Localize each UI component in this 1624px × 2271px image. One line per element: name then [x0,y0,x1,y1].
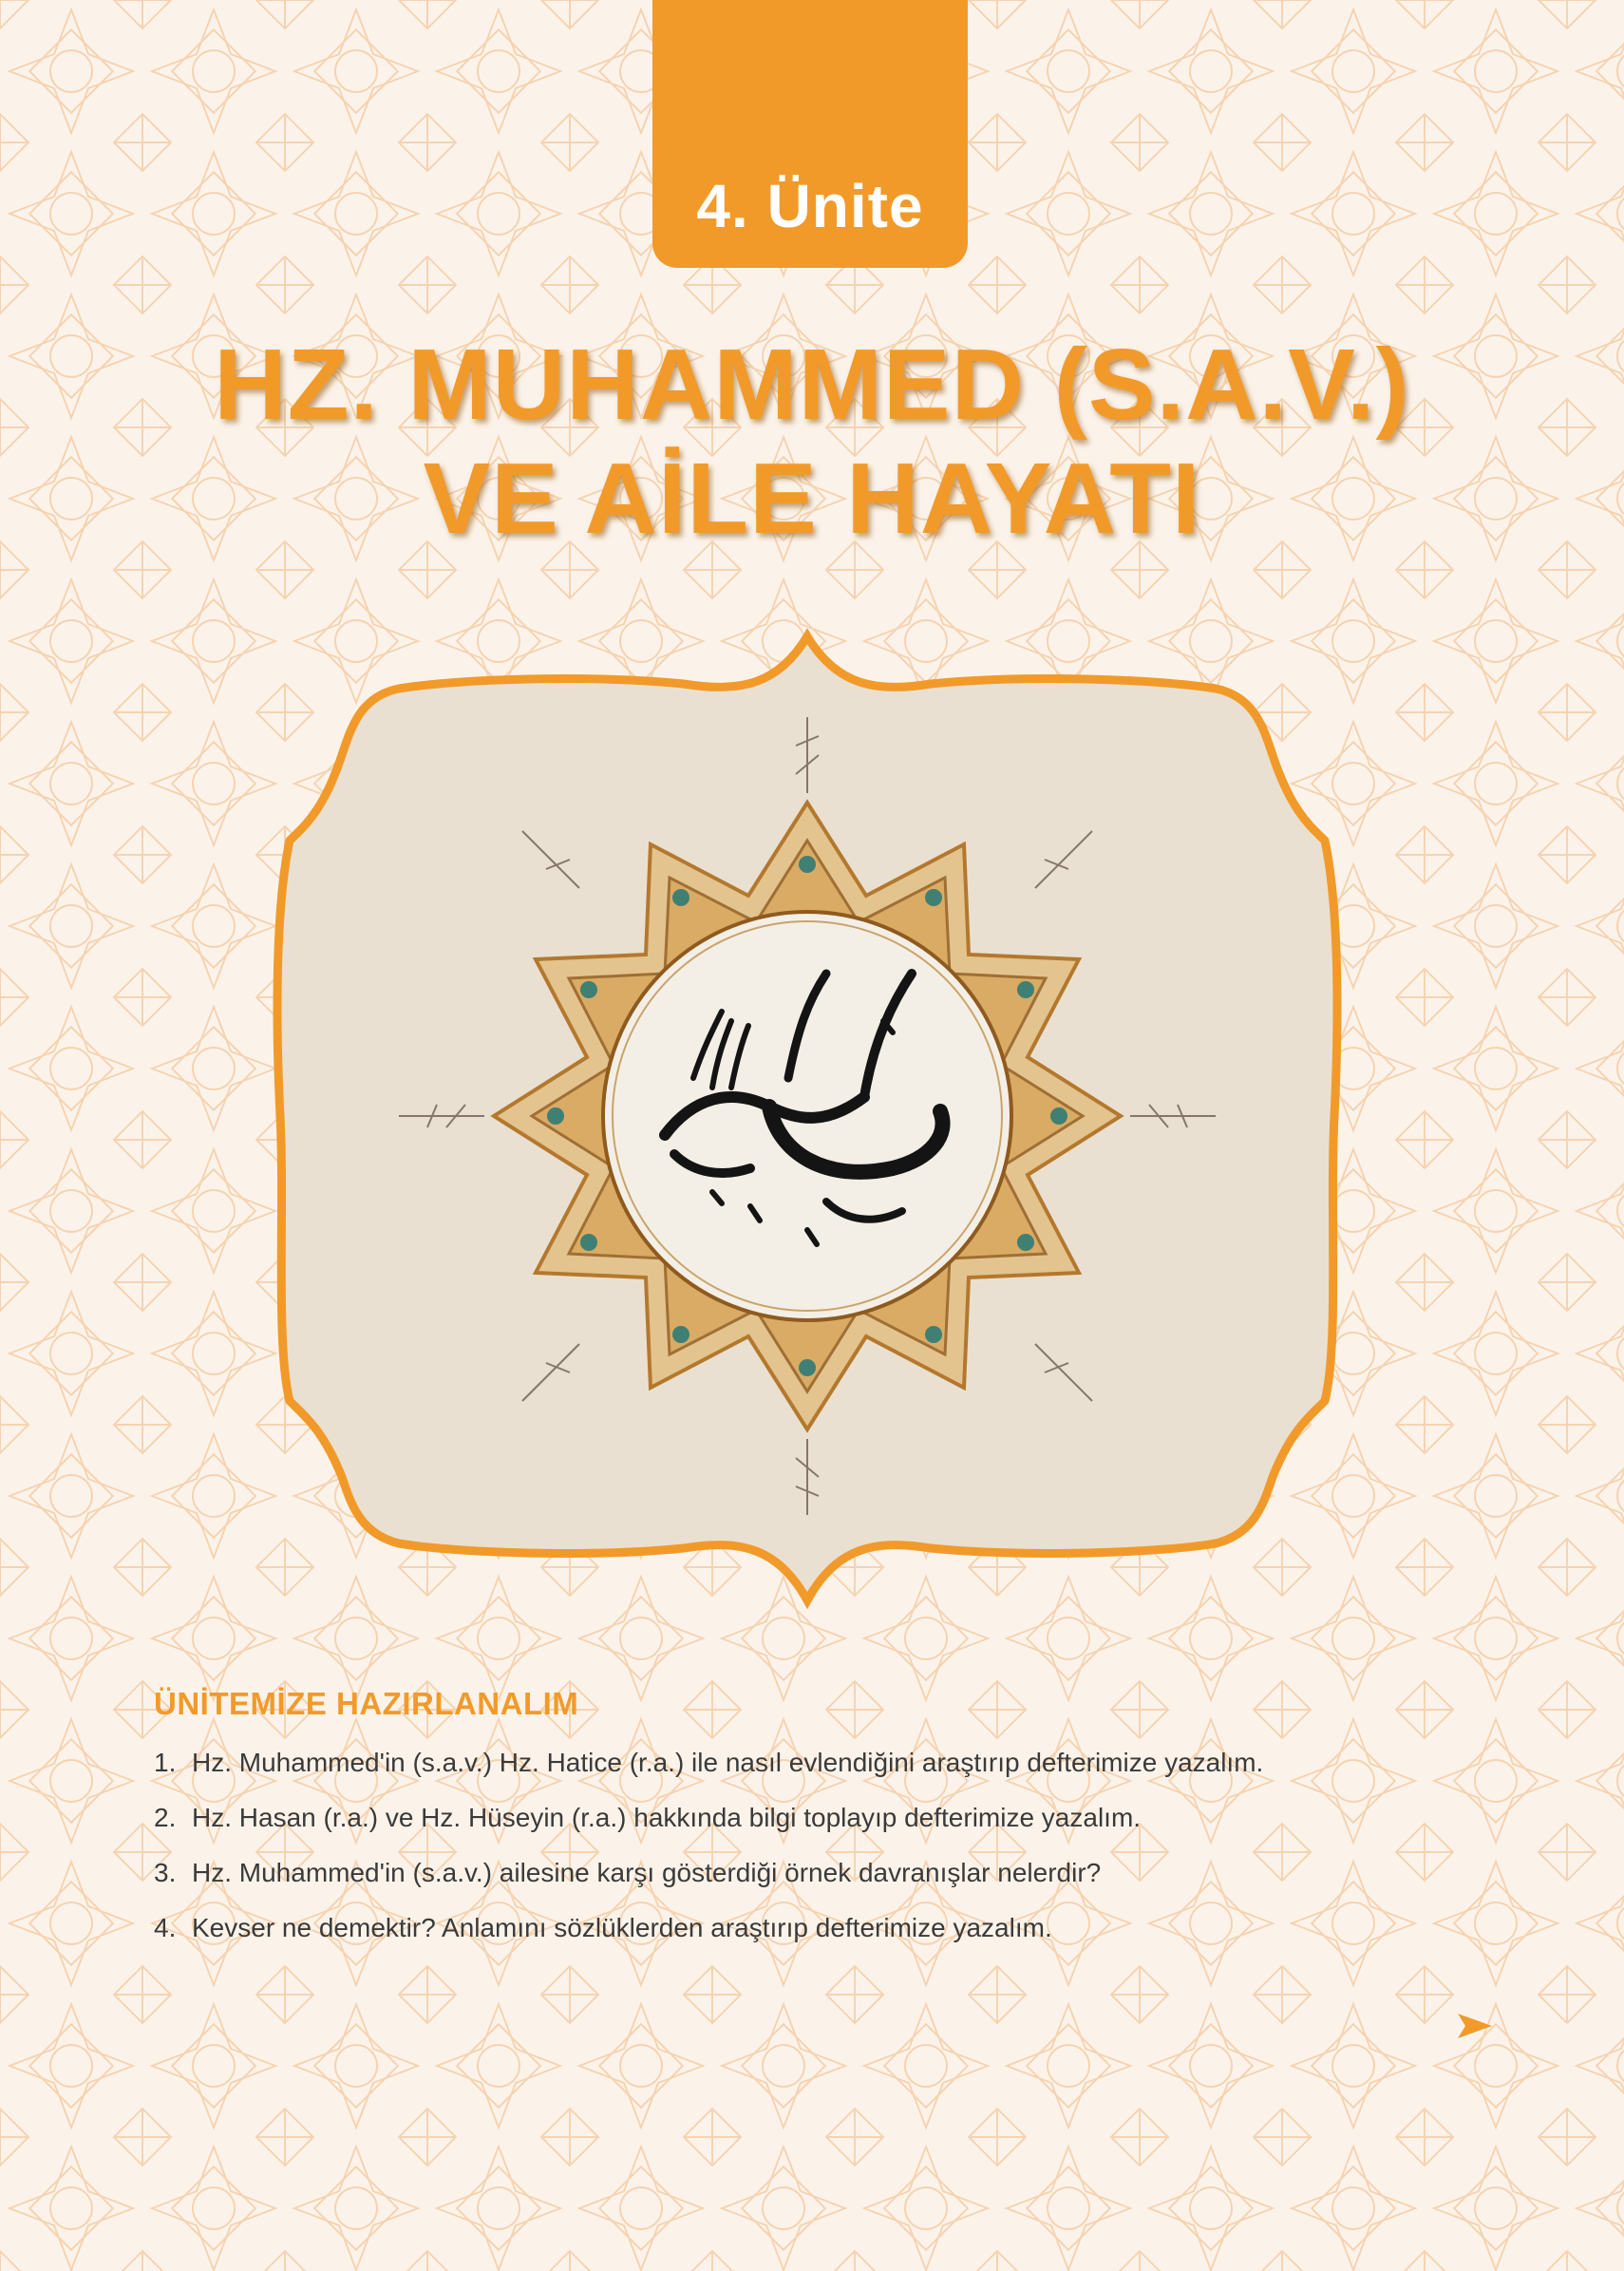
next-page-arrow-icon[interactable] [1458,2014,1492,2038]
preparation-heading: ÜNİTEMİZE HAZIRLANALIM [154,1686,579,1721]
list-item-number: 3. [154,1858,177,1887]
list-item [154,1796,1483,1840]
list-item-number: 4. [154,1913,177,1942]
ornamental-frame [247,622,1368,1610]
list-item-text: Kevser ne demektir? Anlamını sözlüklerden araştırıp defterimize yazalım. [192,1913,1052,1942]
list-item-text: Hz. Muhammed'in (s.a.v.) Hz. Hatice (r.a.) ile nasıl evlendiğini araştırıp defterimize yazalım. [192,1748,1264,1777]
list-item-text: Hz. Hasan (r.a.) ve Hz. Hüseyin (r.a.) hakkında bilgi toplayıp defterimize yazalım. [192,1803,1142,1832]
unit-tab [652,0,968,268]
list-item-number: 1. [154,1748,177,1777]
title-line-2: VE AİLE HAYATI [423,443,1201,555]
list-item-text: Hz. Muhammed'in (s.a.v.) ailesine karşı gösterdiği örnek davranışlar nelerdir? [192,1858,1102,1887]
title-line-1: HZ. MUHAMMED (S.A.V.) [214,329,1410,441]
page-title [0,328,1624,556]
list-item [154,1906,1483,1950]
unit-label: 4. Ünite [696,172,924,240]
list-item-number: 2. [154,1803,177,1832]
preparation-section [154,1686,1483,1961]
list-item [154,1741,1483,1785]
list-item [154,1851,1483,1895]
preparation-list [154,1741,1483,1950]
